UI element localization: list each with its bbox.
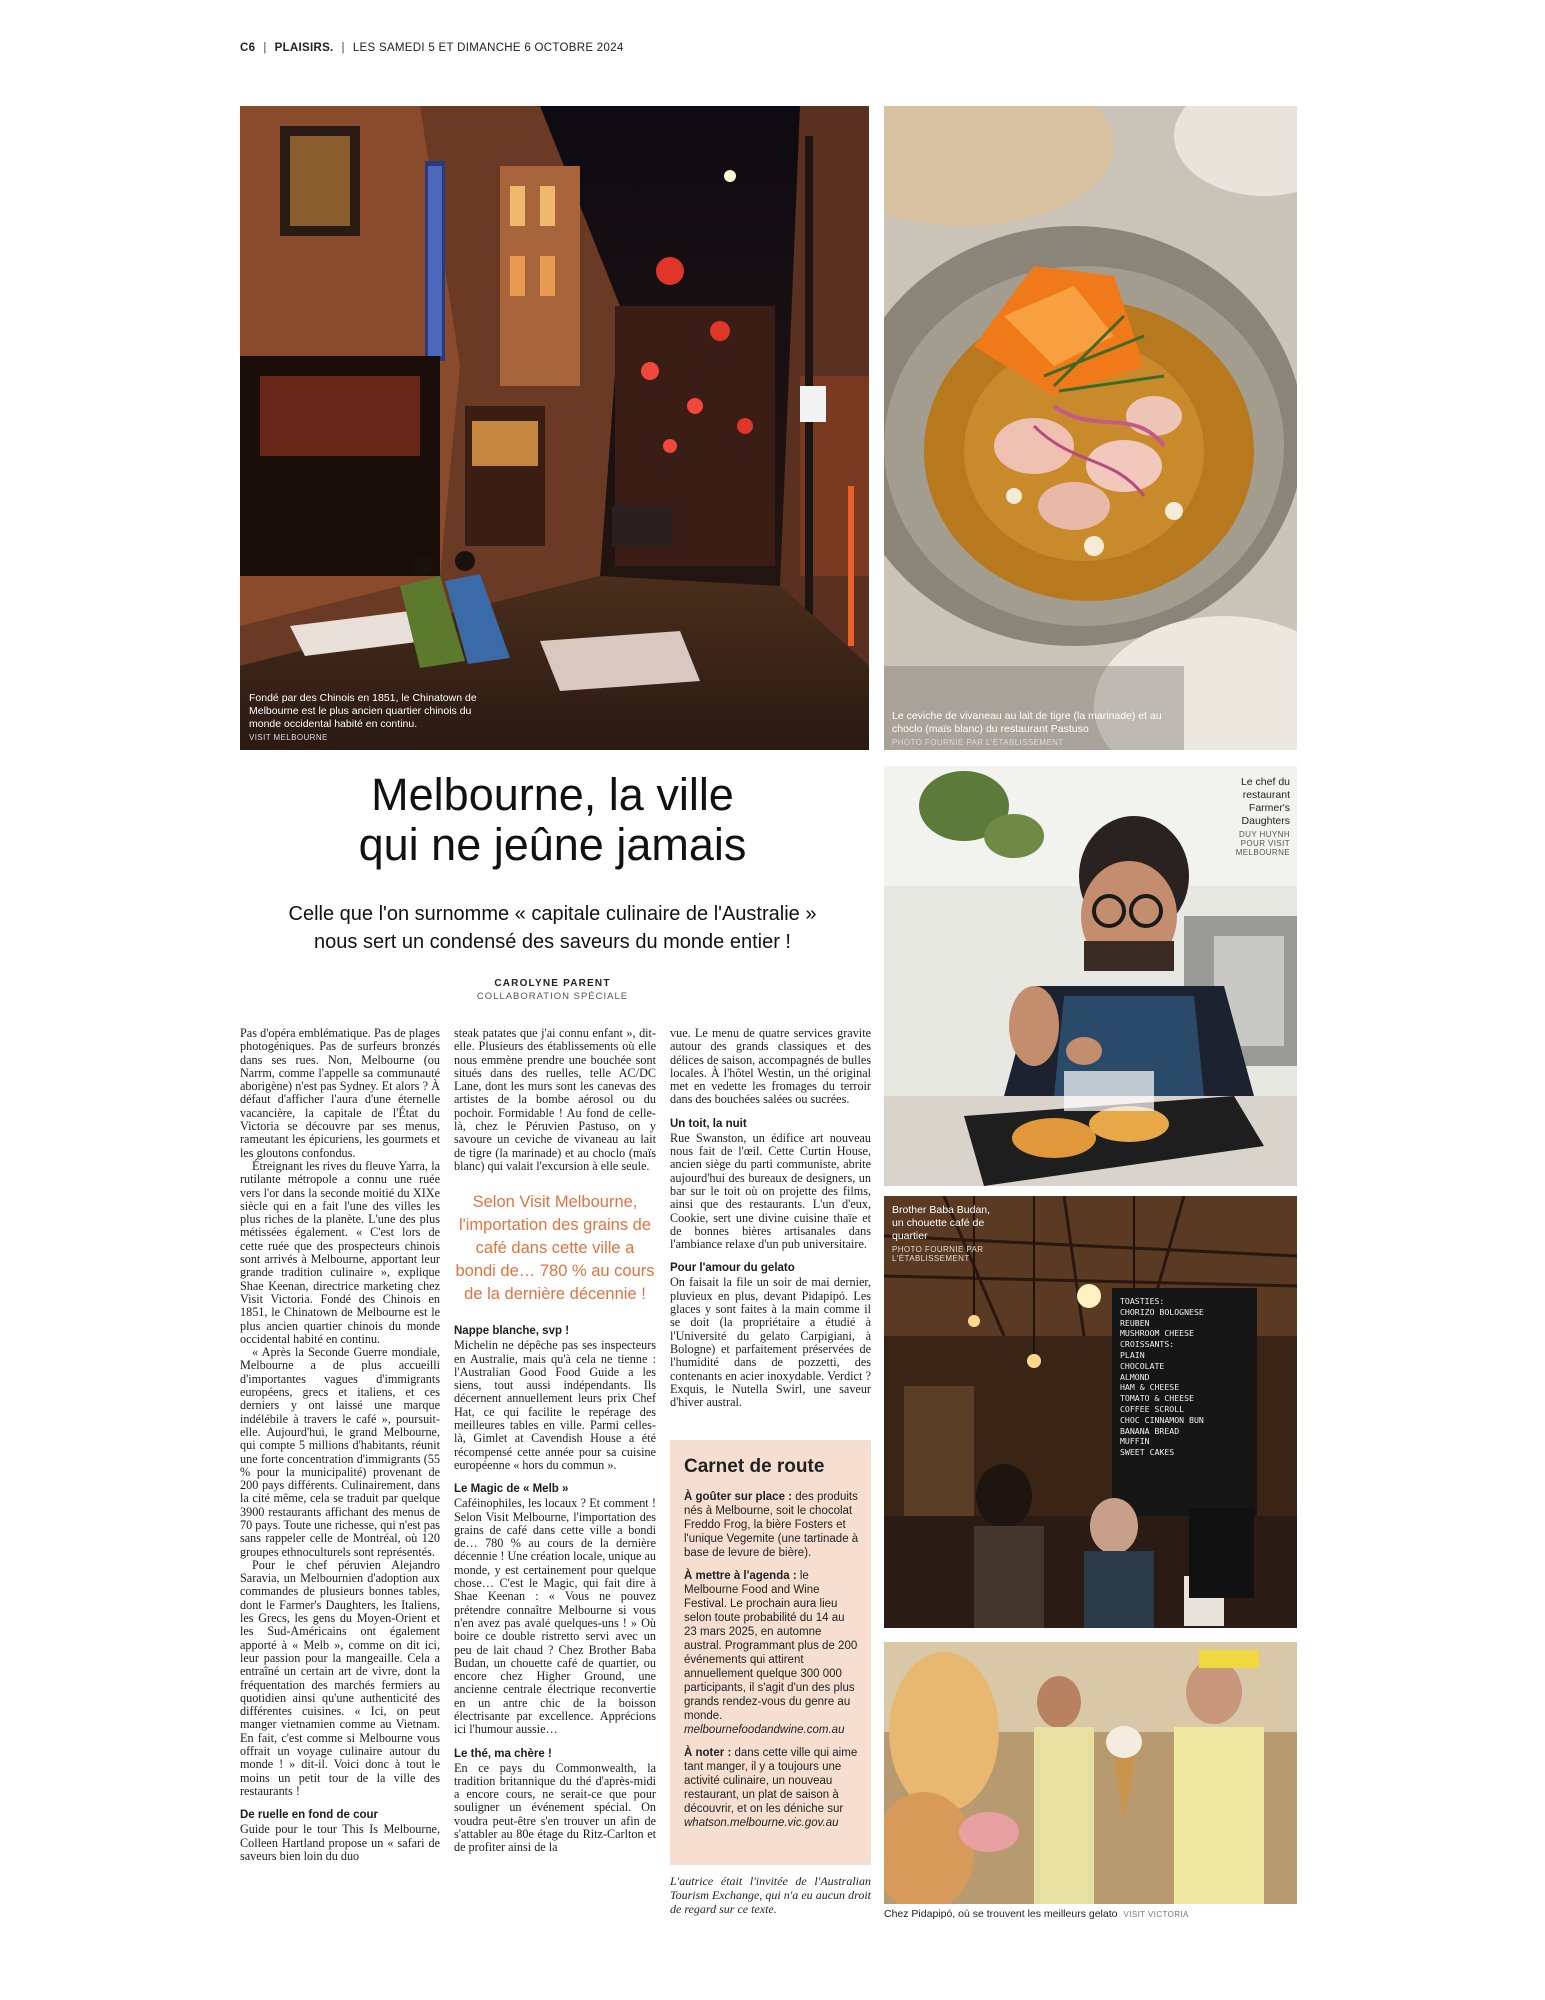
paragraph: vue. Le menu de quatre services gravite autour des grands classiques et des délices de saison, accompagnés de bulles locales. À l'hôtel Westin, un thé original met en vedette les fromages du terroir dans des bouchées salées ou sucrées.: [670, 1026, 871, 1107]
section-name: PLAISIRS.: [274, 42, 334, 54]
paragraph: Guide pour le tour This Is Melbourne, Colleen Hartland propose un « safari de saveurs bien loin du duo: [240, 1822, 440, 1863]
box-item-url[interactable]: whatson.melbourne.vic.gov.au: [684, 1817, 839, 1829]
box-item: [684, 1490, 859, 1560]
page-folio: C6 | PLAISIRS. | LES SAMEDI 5 ET DIMANCHE 6 OCTOBRE 2024: [240, 42, 624, 54]
page-number: C6: [240, 42, 256, 54]
box-item-text: le Melbourne Food and Wine Festival. Le prochain aura lieu selon toute probabilité du 14 au 23 mars 2025, en automne austral. Programmant plus de 200 événements qui attirent annuellement quelque 300 000 participants, il s'agit d'un des plus grands rendez-vous du genre au monde.: [684, 1570, 858, 1722]
paragraph: steak patates que j'ai connu enfant », dit-elle. Plusieurs des établissements où elle nous emmène prendre une bouchée sont situés dans des ruelles, telle AC/DC Lane, dont les murs sont les canevas des artistes de la bombe aérosol ou du pochoir. Formidable ! Au fond de celle-là, chez le Péruvien Pastuso, on y savoure un ceviche de vivaneau au lait de tigre (la marinade) et au choclo (maïs blanc) qui valait l'excursion à elle seule.: [454, 1026, 656, 1173]
paragraph: En ce pays du Commonwealth, la tradition britannique du thé d'après-midi a encore cours, ne serait-ce que pour souligner un événement spécial. On voudra peut-être s'en trouver un afin de s'attabler au 80e étage du Ritz-Carlton et de profiter ainsi de la: [454, 1760, 656, 1855]
byline: [440, 978, 665, 1002]
box-item-label: À goûter sur place :: [684, 1491, 792, 1503]
menu-board-item: ALMOND: [1120, 1371, 1150, 1382]
photo-credit: PHOTO FOURNIE PAR L'ÉTABLISSEMENT: [892, 738, 1064, 747]
photo-chef: [884, 766, 1297, 1186]
subhead: Le thé, ma chère !: [454, 1747, 552, 1760]
box-item-url[interactable]: melbournefoodandwine.com.au: [684, 1724, 845, 1736]
headline-line-1: Melbourne, la ville: [371, 769, 734, 820]
author-name: CAROLYNE PARENT: [494, 978, 611, 989]
paragraph: Étreignant les rives du fleuve Yarra, la rutilante métropole a connu une ruée vers l'or dans la seconde moitié du XIXe siècle qui en a fait l'une des villes les plus riches de la planète. L'une des plus métissées également. « C'est lors de cette ruée que des prospecteurs chinois sont arrivés à Melbourne, apportant leur grande tradition culinaire », explique Shae Keenan, directrice marketing chez Visit Victoria. Fondé des Chinois en 1851, le Chinatown de Melbourne est le plus ancien quartier chinois du monde occidental habité en continu.: [240, 1158, 440, 1346]
article-column-3: [670, 1027, 871, 1409]
author-role: COLLABORATION SPÉCIALE: [476, 991, 629, 1002]
photo-caption: Fondé par des Chinois en 1851, le Chinatown de Melbourne est le plus ancien quartier chinois du monde occidental habité en continu.: [249, 692, 477, 730]
paragraph: Michelin ne dépêche pas ses inspecteurs en Australie, mais qu'à cela ne tienne : l'Australian Good Food Guide a les siens, tout aussi indépendants. Ils décernent annuellement leurs prix Chef Hat, ce qui facilite le repérage des meilleures tables en ville. Parmi celles-là, Gimlet at Cavendish House a été récompensé cette année pour sa cuisine européenne « hors du commun ».: [454, 1338, 656, 1472]
headline-line-2: qui ne jeûne jamais: [358, 819, 747, 870]
menu-board-item: PLAIN: [1120, 1349, 1145, 1360]
subhead: Un toit, la nuit: [670, 1117, 747, 1130]
menu-board-item: MUSHROOM CHEESE: [1120, 1328, 1194, 1339]
photo-credit: DUY HUYNH POUR VISIT MELBOURNE: [1235, 830, 1290, 857]
subhead: Nappe blanche, svp !: [454, 1325, 570, 1338]
box-item-text: des produits nés à Melbourne, soit le chocolat Freddo Frog, la bière Fosters et l'unique Vegemite (une tartinade à base de levure de bière).: [684, 1491, 859, 1559]
subhead: De ruelle en fond de cour: [240, 1809, 379, 1822]
menu-board-item: CROISSANTS:: [1120, 1339, 1175, 1350]
author-note: L'autrice était l'invitée de l'Australian Tourism Exchange, qui n'a eu aucun droit de regard sur ce texte.: [670, 1874, 871, 1916]
subhead: Pour l'amour du gelato: [670, 1262, 795, 1275]
photo-ceviche: [884, 106, 1297, 750]
menu-board-item: CHOC CINNAMON BUN: [1120, 1414, 1204, 1425]
box-item-label: À mettre à l'agenda :: [684, 1570, 797, 1582]
paragraph: On faisait la file un soir de mai dernier, pluvieux en plus, devant Pidapipó. Les glaces y sont faites à la main comme il se doit (la propriétaire a étudié à l'Université du gelato Carpigiani, à Bologne) et parfaitement préservées de l'humidité dans de pozzetti, des contenants en acier inoxydable. Verdict ? Exquis, le Nutella Swirl, une saveur d'hiver austral.: [670, 1275, 871, 1410]
menu-board-item: BANANA BREAD: [1120, 1425, 1180, 1436]
paragraph: Caféinophiles, les locaux ? Et comment ! Selon Visit Melbourne, l'importation des grains de café dans cette ville a bondi de… 780 % au cours de la dernière décennie ! Une création locale, unique au monde, y est certainement pour quelque chose… C'est le Magic, qui fait dire à Shae Keenan : « Vous ne pouvez prétendre connaître Melbourne si vous n'en avez pas avalé quelques-uns ! » Où boire ce double ristretto servi avec un peu de lait chaud ? Chez Brother Baba Budan, un chouette café de quartier, ou encore chez Higher Ground, une ancienne centrale électrique reconvertie en un antre chic de la boisson électrisante par excellence. Apprécions ici l'humour aussie…: [454, 1496, 657, 1737]
paragraph: « Après la Seconde Guerre mondiale, Melbourne a de plus accueilli d'importantes vagues d'immigrants européens, grecs et italiens, et ces derniers y ont laissé une marque indélébile à travers le café », poursuit-elle. Aujourd'hui, le grand Melbourne, qui compte 5 millions d'habitants, réunit une forte concentration d'immigrants (55 % pour la municipalité) provenant de 200 pays différents. Culinairement, dans la cité même, cela se traduit par quelque 3900 restaurants affichant des menus de 70 pays. Toute une richesse, qui n'est pas sans rappeler celle de Montréal, où 120 groupes ethnoculturels sont représentés.: [240, 1345, 440, 1559]
photo-caption: Le chef du restaurant Farmer's Daughters: [1240, 776, 1290, 827]
menu-board-item: HAM & CHEESE: [1120, 1382, 1180, 1393]
menu-board-item: REUBEN: [1120, 1317, 1150, 1328]
article-column-2: [454, 1027, 656, 1855]
pull-quote: Selon Visit Melbourne, l'importation des grains de café dans cette ville a bondi de… 780 % au cours de la dernière décennie !: [455, 1193, 655, 1304]
paragraph: Rue Swanston, un édifice art nouveau nous fait de l'œil. Cette Curtin House, ancien siège du parti communiste, abrite aujourd'hui des bureaux de designers, un bar sur le toit où on projette des films, ainsi que des restaurants. L'un d'eux, Cookie, sert une divine cuisine thaïe et de bonnes bières artisanales dans l'ambiance relaxe d'un pub universitaire.: [670, 1130, 871, 1252]
article-deck: [240, 900, 865, 956]
menu-board-item: CHOCOLATE: [1120, 1360, 1165, 1371]
photo-caption: Chez Pidapipó, où se trouvent les meilleurs gelato: [884, 1908, 1118, 1920]
photo-caption: Brother Baba Budan, un chouette café de quartier: [892, 1204, 991, 1242]
gelato-illustration: [884, 1642, 1297, 1904]
ceviche-illustration: [884, 106, 1297, 750]
photo-caption: Le ceviche de vivaneau au lait de tigre (la marinade) et au choclo (maïs blanc) du restaurant Pastuso: [892, 710, 1162, 735]
chinatown-illustration: [240, 106, 869, 750]
photo-credit: PHOTO FOURNIE PAR L'ÉTABLISSEMENT: [892, 1245, 984, 1263]
menu-board-item: SWEET CAKES: [1120, 1447, 1175, 1458]
subhead: Le Magic de « Melb »: [454, 1483, 569, 1496]
photo-credit: VISIT VICTORIA: [1123, 1910, 1189, 1919]
deck-line-1: Celle que l'on surnomme « capitale culinaire de l'Australie »: [288, 903, 817, 925]
box-item: [684, 1746, 859, 1830]
photo-cafe: [884, 1196, 1297, 1628]
menu-board-item: CHORIZO BOLOGNESE: [1120, 1306, 1204, 1317]
article-headline: [240, 770, 865, 870]
box-title: Carnet de route: [684, 1456, 825, 1477]
gelato-caption-block: [884, 1908, 1189, 1920]
article-column-1: [240, 1027, 440, 1863]
box-item-text: dans cette ville qui aime tant manger, il y a toujours une activité culinaire, un nouveau restaurant, un plat de saison à découvrir, et on les déniche sur: [684, 1747, 858, 1815]
menu-board-items: [1120, 1307, 1250, 1458]
issue-date: LES SAMEDI 5 ET DIMANCHE 6 OCTOBRE 2024: [352, 42, 624, 54]
menu-board-item: MUFFIN: [1120, 1436, 1150, 1447]
box-item: [684, 1569, 859, 1737]
cafe-menu-board: [1120, 1296, 1250, 1458]
photo-chinatown: [240, 106, 869, 750]
photo-gelato: [884, 1642, 1297, 1904]
box-item-label: À noter :: [684, 1747, 732, 1759]
photo-credit: VISIT MELBOURNE: [249, 733, 328, 742]
deck-line-2: nous sert un condensé des saveurs du monde entier !: [314, 931, 791, 953]
carnet-de-route-box: [670, 1440, 871, 1865]
menu-board-item: COFFEE SCROLL: [1120, 1403, 1185, 1414]
paragraph: Pour le chef péruvien Alejandro Saravia, un Melbournien d'adoption aux commandes de plusieurs bonnes tables, dont le Farmer's Daughters, les Italiens, les Grecs, les gens du Moyen-Orient et les Sud-Américains ont également apporté à « Melb », comme on dit ici, leur passion pour la mangeaille. Cela a entraîné un certain art de vivre, dont la fréquentation des marchés fermiers au quotidien ainsi qu'une authenticité des différentes cuisines. « Ici, on peut manger vietnamien comme au Vietnam. En fait, c'est comme si Melbourne vous offrait un voyage culinaire autour du monde ! » dit-il. Voici donc à tout le moins un petit tour de la ville des restaurants !: [240, 1557, 440, 1798]
menu-board-title: TOASTIES:: [1120, 1296, 1165, 1306]
menu-board-item: TOMATO & CHEESE: [1120, 1393, 1194, 1404]
paragraph: Pas d'opéra emblématique. Pas de plages photogéniques. Pas de surfeurs bronzés dans ses rues. Non, Melbourne (ou Narrm, comme l'appelle sa communauté aborigène) n'est pas Sydney. Et alors ? À défaut d'afficher l'aura d'une éternelle vacancière, la capitale de l'État du Victoria se découvre par ses menus, rameutant les épicuriens, les gourmets et les gloutons confondus.: [240, 1026, 440, 1160]
